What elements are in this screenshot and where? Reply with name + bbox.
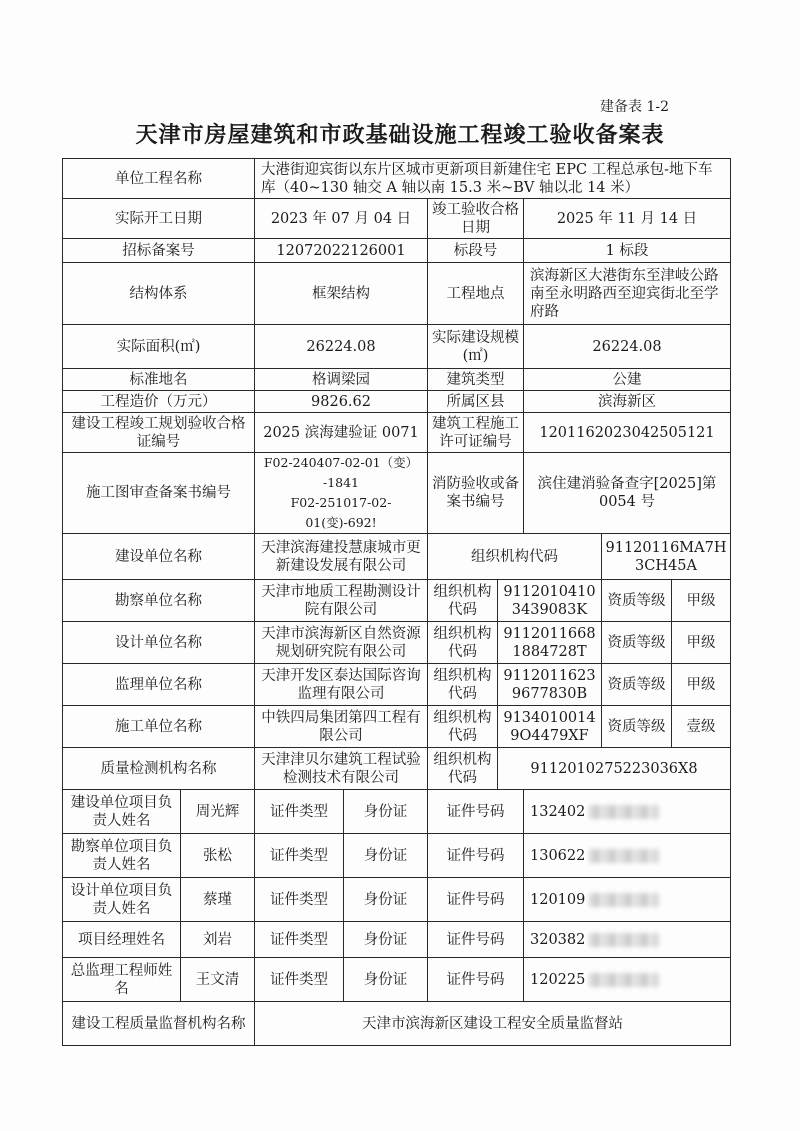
- label-structure: 结构体系: [63, 263, 255, 325]
- value-drawing: [255, 453, 428, 534]
- value-builder: 天津滨海建投慧康城市更新建设发展有限公司: [255, 534, 428, 580]
- person-row: [63, 878, 731, 922]
- label-construct-qual: 资质等级: [602, 706, 672, 748]
- value-construct-org: 91340100149O4479XF: [498, 706, 602, 748]
- drawing-no-2: -1841: [322, 475, 360, 490]
- row-dates: [63, 199, 731, 239]
- row-survey: [63, 580, 731, 622]
- value-quality: 天津津贝尔建筑工程试验检测技术有限公司: [255, 748, 428, 790]
- label-fire: 消防验收或备案书编号: [428, 453, 524, 534]
- page-title: 天津市房屋建筑和市政基础设施工程竣工验收备案表: [135, 123, 665, 148]
- value-scale: 26224.08: [524, 325, 731, 369]
- value-district: 滨海新区: [524, 391, 731, 413]
- label-supervise: 监理单位名称: [63, 664, 255, 706]
- drawing-no-1: F02-240407-02-01（变）: [263, 455, 419, 470]
- value-design-org: 91120116681884728T: [498, 622, 602, 664]
- id-prefix: 130622: [530, 847, 586, 864]
- id-type-label: 证件类型: [255, 922, 344, 958]
- label-section-no: 标段号: [428, 239, 524, 263]
- person-row: [63, 790, 731, 834]
- person-row: [63, 958, 731, 1002]
- label-construct: 施工单位名称: [63, 706, 255, 748]
- label-builder-org: 组织机构代码: [428, 534, 602, 580]
- row-unit-project: [63, 159, 731, 199]
- value-construct: 中铁四局集团第四工程有限公司: [255, 706, 428, 748]
- value-design-qual: 甲级: [672, 622, 731, 664]
- id-type-label: 证件类型: [255, 958, 344, 1002]
- label-station: 建设工程质量监督机构名称: [63, 1002, 255, 1046]
- id-type-value: 身份证: [344, 958, 428, 1002]
- value-survey: 天津市地质工程勘测设计院有限公司: [255, 580, 428, 622]
- id-type-label: 证件类型: [255, 790, 344, 834]
- label-plan-cert: 建设工程竣工规划验收合格证编号: [63, 413, 255, 453]
- id-prefix: 120225: [530, 971, 586, 988]
- form-number: 建备表 1-2: [600, 99, 669, 115]
- label-place: 标准地名: [63, 369, 255, 391]
- label-design: 设计单位名称: [63, 622, 255, 664]
- row-supervise: [63, 664, 731, 706]
- value-site: 滨海新区大港街东至津岐公路南至永明路西至迎宾街北至学府路: [524, 263, 731, 325]
- row-place: [63, 369, 731, 391]
- person-name: 蔡瑾: [181, 878, 255, 922]
- value-place: 格调梁园: [255, 369, 428, 391]
- person-row: [63, 834, 731, 878]
- value-survey-org: 91120104103439083K: [498, 580, 602, 622]
- row-builder: [63, 534, 731, 580]
- redacted-mask: [589, 933, 659, 947]
- person-role: 勘察单位项目负责人姓名: [63, 834, 181, 878]
- value-fire: 滨住建消验备查字[2025]第 0054 号: [524, 453, 731, 534]
- label-design-org: 组织机构代码: [428, 622, 498, 664]
- person-role: 项目经理姓名: [63, 922, 181, 958]
- id-prefix: 320382: [530, 931, 586, 948]
- id-no-label: 证件号码: [428, 790, 524, 834]
- id-no-value: [524, 922, 731, 958]
- label-survey-qual: 资质等级: [602, 580, 672, 622]
- value-permit: 1201162023042505121: [524, 413, 731, 453]
- id-no-value: [524, 958, 731, 1002]
- label-drawing: 施工图审查备案书编号: [63, 453, 255, 534]
- row-cost: [63, 391, 731, 413]
- label-quality: 质量检测机构名称: [63, 748, 255, 790]
- row-drawing: [63, 453, 731, 534]
- value-plan-cert: 2025 滨海建验证 0071: [255, 413, 428, 453]
- row-plan: [63, 413, 731, 453]
- label-builder: 建设单位名称: [63, 534, 255, 580]
- filing-table: [62, 158, 731, 1046]
- label-construct-org: 组织机构代码: [428, 706, 498, 748]
- value-unit-project: 大港街迎宾街以东片区城市更新项目新建住宅 EPC 工程总承包-地下车库（40~130 轴交 A 轴以南 15.3 米~BV 轴以北 14 米）: [255, 159, 731, 199]
- value-quality-org: 9112010275223036X8: [498, 748, 731, 790]
- label-bid-no: 招标备案号: [63, 239, 255, 263]
- row-design: [63, 622, 731, 664]
- label-district: 所属区县: [428, 391, 524, 413]
- value-accept-date: 2025 年 11 月 14 日: [524, 199, 731, 239]
- id-type-value: 身份证: [344, 834, 428, 878]
- person-role: 总监理工程师姓名: [63, 958, 181, 1002]
- label-unit-project: 单位工程名称: [63, 159, 255, 199]
- label-design-qual: 资质等级: [602, 622, 672, 664]
- label-building-type: 建筑类型: [428, 369, 524, 391]
- value-construct-qual: 壹级: [672, 706, 731, 748]
- label-scale: 实际建设规模(㎡): [428, 325, 524, 369]
- row-quality: [63, 748, 731, 790]
- id-no-value: [524, 834, 731, 878]
- redacted-mask: [589, 973, 659, 987]
- id-type-value: 身份证: [344, 922, 428, 958]
- label-survey-org: 组织机构代码: [428, 580, 498, 622]
- label-area: 实际面积(㎡): [63, 325, 255, 369]
- id-no-label: 证件号码: [428, 834, 524, 878]
- value-supervise: 天津开发区泰达国际咨询监理有限公司: [255, 664, 428, 706]
- id-type-label: 证件类型: [255, 834, 344, 878]
- label-quality-org: 组织机构代码: [428, 748, 498, 790]
- id-no-label: 证件号码: [428, 922, 524, 958]
- row-bid: [63, 239, 731, 263]
- label-start-date: 实际开工日期: [63, 199, 255, 239]
- drawing-no-3: F02-251017-02-01(变)-692!: [290, 495, 392, 530]
- value-station: 天津市滨海新区建设工程安全质量监督站: [255, 1002, 731, 1046]
- label-site: 工程地点: [428, 263, 524, 325]
- value-supervise-org: 91120116239677830B: [498, 664, 602, 706]
- row-area: [63, 325, 731, 369]
- label-supervise-org: 组织机构代码: [428, 664, 498, 706]
- person-role: 设计单位项目负责人姓名: [63, 878, 181, 922]
- value-building-type: 公建: [524, 369, 731, 391]
- id-no-value: [524, 878, 731, 922]
- value-survey-qual: 甲级: [672, 580, 731, 622]
- id-type-value: 身份证: [344, 878, 428, 922]
- id-prefix: 132402: [530, 803, 586, 820]
- label-supervise-qual: 资质等级: [602, 664, 672, 706]
- value-start-date: 2023 年 07 月 04 日: [255, 199, 428, 239]
- id-prefix: 120109: [530, 891, 586, 908]
- value-builder-org: 91120116MA7H3CH45A: [602, 534, 731, 580]
- label-survey: 勘察单位名称: [63, 580, 255, 622]
- value-bid-no: 12072022126001: [255, 239, 428, 263]
- row-construct: [63, 706, 731, 748]
- value-design: 天津市滨海新区自然资源规划研究院有限公司: [255, 622, 428, 664]
- value-supervise-qual: 甲级: [672, 664, 731, 706]
- redacted-mask: [589, 849, 659, 863]
- redacted-mask: [589, 893, 659, 907]
- row-structure: [63, 263, 731, 325]
- person-name: 刘岩: [181, 922, 255, 958]
- id-no-label: 证件号码: [428, 958, 524, 1002]
- person-name: 周光辉: [181, 790, 255, 834]
- value-section-no: 1 标段: [524, 239, 731, 263]
- person-role: 建设单位项目负责人姓名: [63, 790, 181, 834]
- id-no-value: [524, 790, 731, 834]
- label-accept-date: 竣工验收合格日期: [428, 199, 524, 239]
- id-no-label: 证件号码: [428, 878, 524, 922]
- person-name: 王文清: [181, 958, 255, 1002]
- person-row: [63, 922, 731, 958]
- label-permit: 建筑工程施工许可证编号: [428, 413, 524, 453]
- redacted-mask: [589, 805, 659, 819]
- row-station: [63, 1002, 731, 1046]
- value-structure: 框架结构: [255, 263, 428, 325]
- label-cost: 工程造价（万元）: [63, 391, 255, 413]
- id-type-label: 证件类型: [255, 878, 344, 922]
- id-type-value: 身份证: [344, 790, 428, 834]
- value-area: 26224.08: [255, 325, 428, 369]
- person-name: 张松: [181, 834, 255, 878]
- value-cost: 9826.62: [255, 391, 428, 413]
